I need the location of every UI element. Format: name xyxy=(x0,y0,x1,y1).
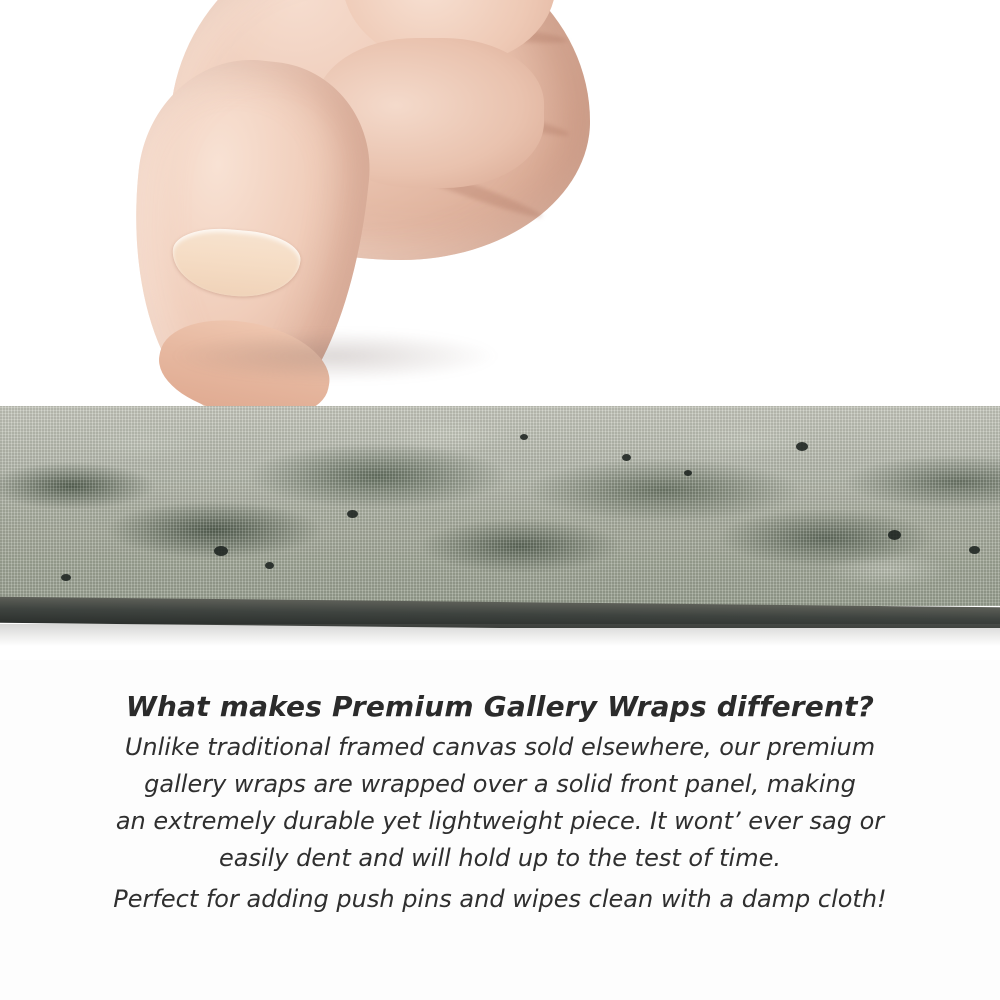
paint-speck xyxy=(888,530,901,540)
paint-speck xyxy=(684,470,692,476)
caption-line-3: an extremely durable yet lightweight piece. It wont’ ever sag or xyxy=(115,807,885,835)
canvas-wrap-edge-strip xyxy=(0,406,1000,628)
caption-heading: What makes Premium Gallery Wraps different? xyxy=(125,690,875,723)
hand-with-thumb-pressing xyxy=(110,0,580,440)
caption-block xyxy=(0,690,1000,918)
paint-speck xyxy=(347,510,358,518)
caption-line-5: Perfect for adding push pins and wipes clean with a damp cloth! xyxy=(113,885,887,913)
hand-shadow xyxy=(170,330,500,382)
caption-line-4: easily dent and will hold up to the test of time. xyxy=(218,844,781,872)
caption-line-1: Unlike traditional framed canvas sold elsewhere, our premium xyxy=(124,733,876,761)
canvas-drop-shadow xyxy=(0,624,1000,646)
paint-speck xyxy=(796,442,808,451)
canvas-print-surface xyxy=(0,406,1000,606)
caption-line-2: gallery wraps are wrapped over a solid front panel, making xyxy=(144,770,856,798)
canvas-weave-texture xyxy=(0,406,1000,606)
